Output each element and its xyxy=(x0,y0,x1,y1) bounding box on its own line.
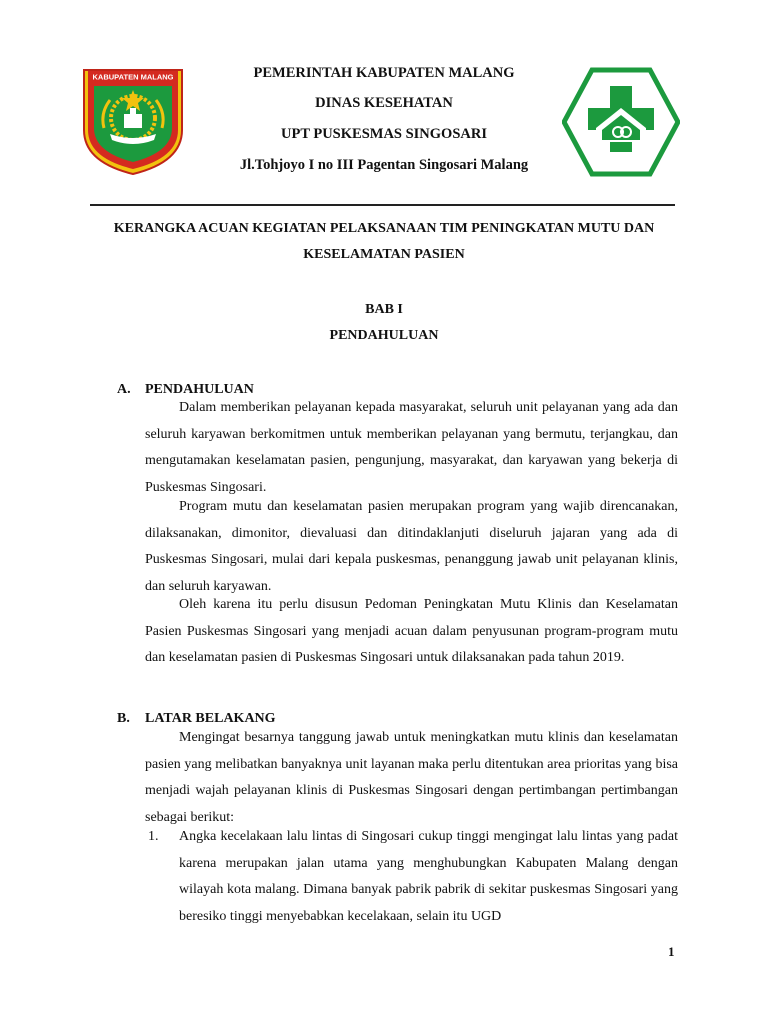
section-a-paragraph-2: Program mutu dan keselamatan pasien merupakan program yang wajib direncanakan, dilaksanakan, dimonitor, dievaluasi dan ditindaklanjuti diseluruh jajaran yang ada di Puskesmas Singosari, mulai dari kepala puskesmas, penanggung jawab unit pelayanan klinis, dan seluruh karyawan. xyxy=(145,499,678,594)
document-title-line1: KERANGKA ACUAN KEGIATAN PELAKSANAAN TIM PENINGKATAN MUTU DAN xyxy=(113,221,655,236)
section-b-title: LATAR BELAKANG xyxy=(145,711,276,726)
list-item-text: Angka kecelakaan lalu lintas di Singosari cukup tinggi mengingat lalu lintas yang padat karena merupakan jalan utama yang menghubungkan Kabupaten Malang dengan wilayah kota malang. Dimana banyak pabrik pabrik di sekitar puskesmas Singosari yang beresiko tinggi menyebabkan kecelakaan, selain itu UGD xyxy=(179,829,678,924)
document-title-line2: KESELAMATAN PASIEN xyxy=(303,247,465,262)
header-divider xyxy=(90,204,675,206)
logo-caption: KABUPATEN MALANG xyxy=(92,72,174,82)
chapter-name: PENDAHULUAN xyxy=(329,328,439,343)
section-a-paragraph-1: Dalam memberikan pelayanan kepada masyarakat, seluruh unit pelayanan yang ada dan seluruh karyawan berkomitmen untuk memberikan pelayanan yang bermutu, terjangkau, dan mengutamakan keselamatan pasien, pengunjung, masyarakat, dan karyawan yang bekerja di Puskesmas Singosari. xyxy=(145,400,678,495)
section-a-title: PENDAHULUAN xyxy=(145,382,254,397)
list-item-number: 1. xyxy=(148,829,159,844)
header-line-government: PEMERINTAH KABUPATEN MALANG xyxy=(253,65,515,81)
header-line-unit: UPT PUSKESMAS SINGOSARI xyxy=(280,126,487,142)
section-a-letter: A. xyxy=(117,382,131,397)
section-a-paragraph-3: Oleh karena itu perlu disusun Pedoman Peningkatan Mutu Klinis dan Keselamatan Pasien Puskesmas Singosari yang menjadi acuan dalam penyusunan program-program mutu dan keselamatan pasien di Puskesmas Singosari untuk dilaksanakan pada tahun 2019. xyxy=(145,597,678,665)
header-line-address: Jl.Tohjoyo I no III Pagentan Singosari Malang xyxy=(239,157,529,173)
chapter-number: BAB I xyxy=(365,302,403,317)
page-number: 1 xyxy=(668,944,675,959)
section-b-letter: B. xyxy=(117,711,130,726)
section-b-paragraph-1: Mengingat besarnya tanggung jawab untuk meningkatkan mutu klinis dan keselamatan pasien yang melibatkan banyaknya unit layanan maka perlu ditentukan area prioritas yang bisa menjadi wajah pelayanan klinis di Puskesmas Singosari dengan pertimbangan pertimbangan sebagai berikut: xyxy=(145,730,678,825)
puskesmas-logo xyxy=(562,66,680,178)
header-line-agency: DINAS KESEHATAN xyxy=(315,95,453,111)
